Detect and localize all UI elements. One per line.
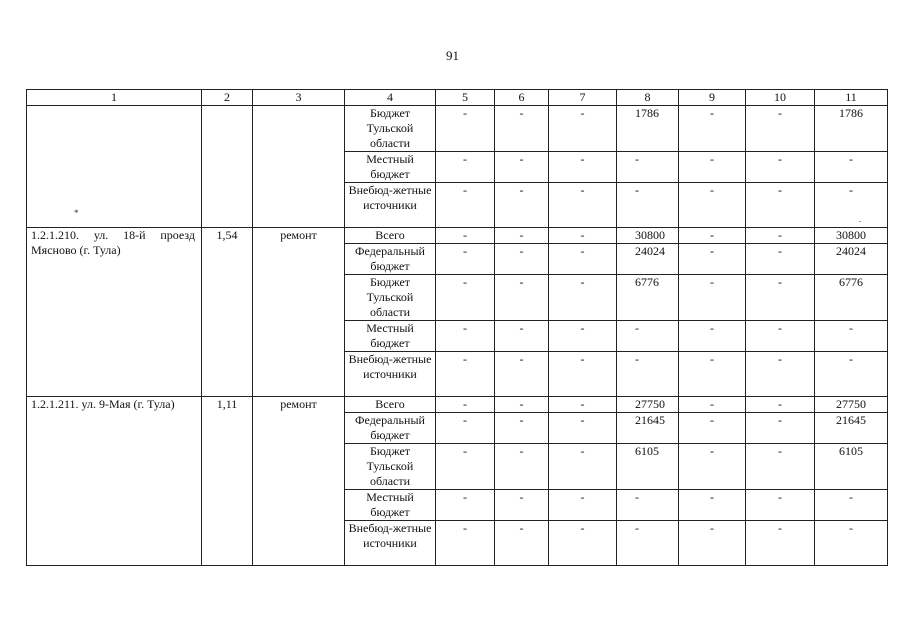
value-cell-10: - bbox=[746, 244, 815, 275]
funding-source: Бюджет Тульской области bbox=[345, 275, 436, 321]
object-length: 1,54 bbox=[202, 228, 253, 397]
value-cell-5: - bbox=[436, 397, 495, 413]
funding-source: Федеральный бюджет bbox=[345, 244, 436, 275]
value-cell-5: - bbox=[436, 244, 495, 275]
funding-source: Бюджет Тульской области bbox=[345, 106, 436, 152]
value-cell-6: - bbox=[495, 152, 549, 183]
value-cell-11: - bbox=[815, 521, 888, 566]
value-cell-11: 1786 bbox=[815, 106, 888, 152]
value-cell-8: 6105 bbox=[617, 444, 679, 490]
value-cell-7: - bbox=[549, 321, 617, 352]
value-cell-7: - bbox=[549, 183, 617, 228]
object-name-cell bbox=[27, 106, 202, 228]
column-header: 6 bbox=[495, 90, 549, 106]
value-cell-9: - bbox=[679, 352, 746, 397]
value-cell-8: - bbox=[617, 152, 679, 183]
value-cell-7: - bbox=[549, 152, 617, 183]
value-cell-8: 24024 bbox=[617, 244, 679, 275]
value-cell-7: - bbox=[549, 275, 617, 321]
value-cell-9: - bbox=[679, 228, 746, 244]
value-cell-7: - bbox=[549, 490, 617, 521]
column-header: 8 bbox=[617, 90, 679, 106]
value-cell-11: - bbox=[815, 490, 888, 521]
funding-source: Всего bbox=[345, 228, 436, 244]
value-cell-7: - bbox=[549, 228, 617, 244]
value-cell-5: - bbox=[436, 275, 495, 321]
value-cell-6: - bbox=[495, 521, 549, 566]
table-row bbox=[27, 397, 888, 413]
value-cell-11: - bbox=[815, 321, 888, 352]
value-cell-9: - bbox=[679, 275, 746, 321]
value-cell-10: - bbox=[746, 228, 815, 244]
value-cell-5: - bbox=[436, 106, 495, 152]
value-cell-7: - bbox=[549, 521, 617, 566]
value-cell-9: - bbox=[679, 397, 746, 413]
value-cell-6: - bbox=[495, 244, 549, 275]
value-cell-10: - bbox=[746, 183, 815, 228]
value-cell-9: - bbox=[679, 413, 746, 444]
value-cell-8: - bbox=[617, 490, 679, 521]
value-cell-7: - bbox=[549, 244, 617, 275]
value-cell-7: - bbox=[549, 413, 617, 444]
value-cell-11: 30800 bbox=[815, 228, 888, 244]
table-row bbox=[27, 106, 888, 152]
budget-table bbox=[26, 89, 888, 566]
column-header: 2 bbox=[202, 90, 253, 106]
funding-source: Внебюд-жетные источники bbox=[345, 352, 436, 397]
object-length: 1,11 bbox=[202, 397, 253, 566]
value-cell-11: 6776 bbox=[815, 275, 888, 321]
length-cell bbox=[202, 106, 253, 228]
value-cell-8: - bbox=[617, 183, 679, 228]
value-cell-8: 30800 bbox=[617, 228, 679, 244]
value-cell-10: - bbox=[746, 397, 815, 413]
value-cell-6: - bbox=[495, 106, 549, 152]
column-header: 9 bbox=[679, 90, 746, 106]
value-cell-6: - bbox=[495, 228, 549, 244]
column-header: 5 bbox=[436, 90, 495, 106]
value-cell-5: - bbox=[436, 183, 495, 228]
scan-artifact-mark: * bbox=[74, 208, 79, 218]
funding-source: Внебюд-жетные источники bbox=[345, 521, 436, 566]
page-number: 91 bbox=[446, 48, 459, 63]
value-cell-11: - bbox=[815, 152, 888, 183]
value-cell-8: - bbox=[617, 352, 679, 397]
value-cell-7: - bbox=[549, 397, 617, 413]
value-cell-5: - bbox=[436, 413, 495, 444]
value-cell-10: - bbox=[746, 152, 815, 183]
object-name: 1.2.1.210. ул. 18-й проезд Мясново (г. Тула) bbox=[27, 228, 202, 397]
value-cell-5: - bbox=[436, 444, 495, 490]
column-header: 3 bbox=[253, 90, 345, 106]
funding-source: Федеральный бюджет bbox=[345, 413, 436, 444]
value-cell-10: - bbox=[746, 106, 815, 152]
work-type: ремонт bbox=[253, 397, 345, 566]
value-cell-6: - bbox=[495, 413, 549, 444]
value-cell-8: - bbox=[617, 521, 679, 566]
value-cell-9: - bbox=[679, 521, 746, 566]
value-cell-6: - bbox=[495, 321, 549, 352]
value-cell-11: - bbox=[815, 183, 888, 228]
value-cell-9: - bbox=[679, 244, 746, 275]
value-cell-7: - bbox=[549, 444, 617, 490]
value-cell-8: 27750 bbox=[617, 397, 679, 413]
value-cell-8: - bbox=[617, 321, 679, 352]
value-cell-10: - bbox=[746, 352, 815, 397]
value-cell-8: 6776 bbox=[617, 275, 679, 321]
value-cell-9: - bbox=[679, 490, 746, 521]
value-cell-7: - bbox=[549, 352, 617, 397]
value-cell-8: 1786 bbox=[617, 106, 679, 152]
funding-source: Внебюд-жетные источники bbox=[345, 183, 436, 228]
value-cell-10: - bbox=[746, 275, 815, 321]
column-header: 1 bbox=[27, 90, 202, 106]
column-header: 7 bbox=[549, 90, 617, 106]
value-cell-9: - bbox=[679, 321, 746, 352]
value-cell-9: - bbox=[679, 183, 746, 228]
value-cell-5: - bbox=[436, 352, 495, 397]
value-cell-5: - bbox=[436, 228, 495, 244]
scan-artifact-mark: . bbox=[859, 214, 862, 224]
funding-source: Бюджет Тульской области bbox=[345, 444, 436, 490]
value-cell-11: 27750 bbox=[815, 397, 888, 413]
value-cell-10: - bbox=[746, 321, 815, 352]
value-cell-11: 6105 bbox=[815, 444, 888, 490]
value-cell-9: - bbox=[679, 106, 746, 152]
work-type: ремонт bbox=[253, 228, 345, 397]
column-header: 4 bbox=[345, 90, 436, 106]
value-cell-6: - bbox=[495, 397, 549, 413]
value-cell-7: - bbox=[549, 106, 617, 152]
value-cell-6: - bbox=[495, 444, 549, 490]
funding-source: Местный бюджет bbox=[345, 490, 436, 521]
value-cell-6: - bbox=[495, 275, 549, 321]
funding-source: Всего bbox=[345, 397, 436, 413]
funding-source: Местный бюджет bbox=[345, 321, 436, 352]
value-cell-10: - bbox=[746, 413, 815, 444]
value-cell-6: - bbox=[495, 352, 549, 397]
value-cell-5: - bbox=[436, 521, 495, 566]
value-cell-10: - bbox=[746, 490, 815, 521]
object-name: 1.2.1.211. ул. 9-Мая (г. Тула) bbox=[27, 397, 202, 566]
value-cell-8: 21645 bbox=[617, 413, 679, 444]
value-cell-5: - bbox=[436, 321, 495, 352]
column-header: 10 bbox=[746, 90, 815, 106]
column-header: 11 bbox=[815, 90, 888, 106]
value-cell-11: 21645 bbox=[815, 413, 888, 444]
value-cell-10: - bbox=[746, 444, 815, 490]
table-row bbox=[27, 228, 888, 244]
value-cell-5: - bbox=[436, 152, 495, 183]
value-cell-9: - bbox=[679, 444, 746, 490]
value-cell-6: - bbox=[495, 490, 549, 521]
column-header-row bbox=[27, 90, 888, 106]
value-cell-11: - bbox=[815, 352, 888, 397]
value-cell-10: - bbox=[746, 521, 815, 566]
value-cell-11: 24024 bbox=[815, 244, 888, 275]
value-cell-9: - bbox=[679, 152, 746, 183]
value-cell-6: - bbox=[495, 183, 549, 228]
work-type-cell bbox=[253, 106, 345, 228]
value-cell-5: - bbox=[436, 490, 495, 521]
funding-source: Местный бюджет bbox=[345, 152, 436, 183]
